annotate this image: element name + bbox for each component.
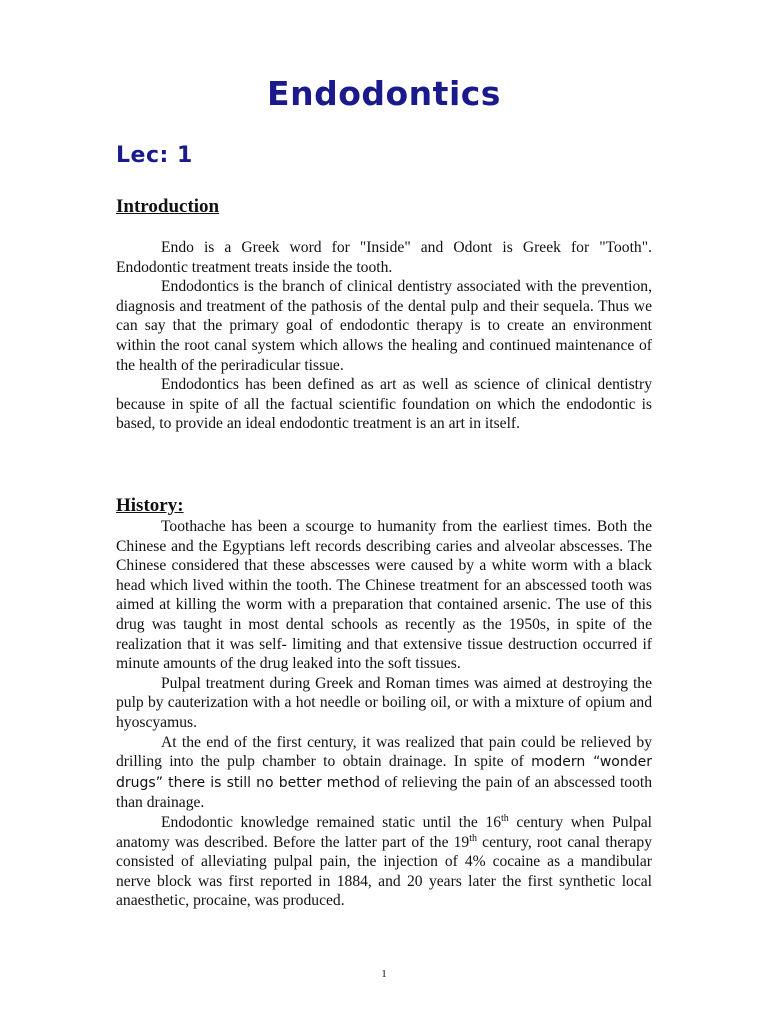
introduction-section	[116, 238, 652, 434]
introduction-heading: Introduction	[116, 196, 220, 217]
history-paragraph	[116, 813, 652, 911]
introduction-paragraph: Endodontics is the branch of clinical dentistry associated with the prevention, diagnosis and treatment of the pathosis of the dental pulp and their sequela. Thus we can say that the primary goal of endodontic therapy is to create an environment within the root canal system which allows the healing and continued maintenance of the health of the periradicular tissue.	[116, 278, 652, 374]
history-paragraph	[116, 733, 652, 813]
history-text-run: Endodontic knowledge remained static until the 16	[161, 813, 502, 831]
lecture-label: Lec: 1	[116, 143, 193, 168]
history-text-run: d of relieving the pain of an abscessed tooth than drainage.	[116, 773, 652, 812]
introduction-paragraph: Endo is a Greek word for "Inside" and Odont is Greek for "Tooth". Endodontic treatment treats inside the tooth.	[116, 239, 652, 276]
history-section	[116, 517, 652, 911]
history-paragraph: Toothache has been a scourge to humanity from the earliest times. Both the Chinese and the Egyptians left records describing caries and alveolar abscesses. The Chinese considered that these abscesses were caused by a white worm with a black head which lived within the tooth. The Chinese treatment for an abscessed tooth was aimed at killing the worm with a preparation that contained arsenic. The use of this drug was taught in most dental schools as recently as the 1950s, in spite of the realization that it was self- limiting and that extensive tissue destruction occurred if minute amounts of the drug leaked into the soft tissues.	[116, 518, 652, 673]
ordinal-superscript: th	[501, 812, 509, 824]
page-number: 1	[381, 968, 387, 980]
history-text-run-sans: modern “wonder drugs” there is still no better metho	[116, 754, 653, 791]
ordinal-superscript: th	[469, 832, 478, 844]
history-text-run: century, root canal therapy consisted of alleviating pulpal pain, the injection of 4% cocaine as a mandibular nerve block was first reported in 1884, and 20 years later the first synthetic local anaesthetic, procaine, was produced.	[116, 833, 652, 910]
history-paragraph: Pulpal treatment during Greek and Roman times was aimed at destroying the pulp by cauterization with a hot needle or boiling oil, or with a mixture of opium and hyoscyamus.	[116, 674, 652, 731]
history-heading: History:	[116, 495, 184, 516]
history-text-run: century when Pulpal anatomy was described. Before the latter part of the 19	[116, 813, 652, 851]
introduction-paragraph: Endodontics has been defined as art as well as science of clinical dentistry because in spite of all the factual scientific foundation on which the endodontic is based, to provide an ideal endodontic treatment is an art in itself.	[116, 376, 652, 433]
document-title: Endodontics	[267, 74, 501, 113]
history-text-run: At the end of the first century, it was realized that pain could be relieved by drilling into the pulp chamber to obtain drainage. In spite of	[116, 733, 652, 771]
